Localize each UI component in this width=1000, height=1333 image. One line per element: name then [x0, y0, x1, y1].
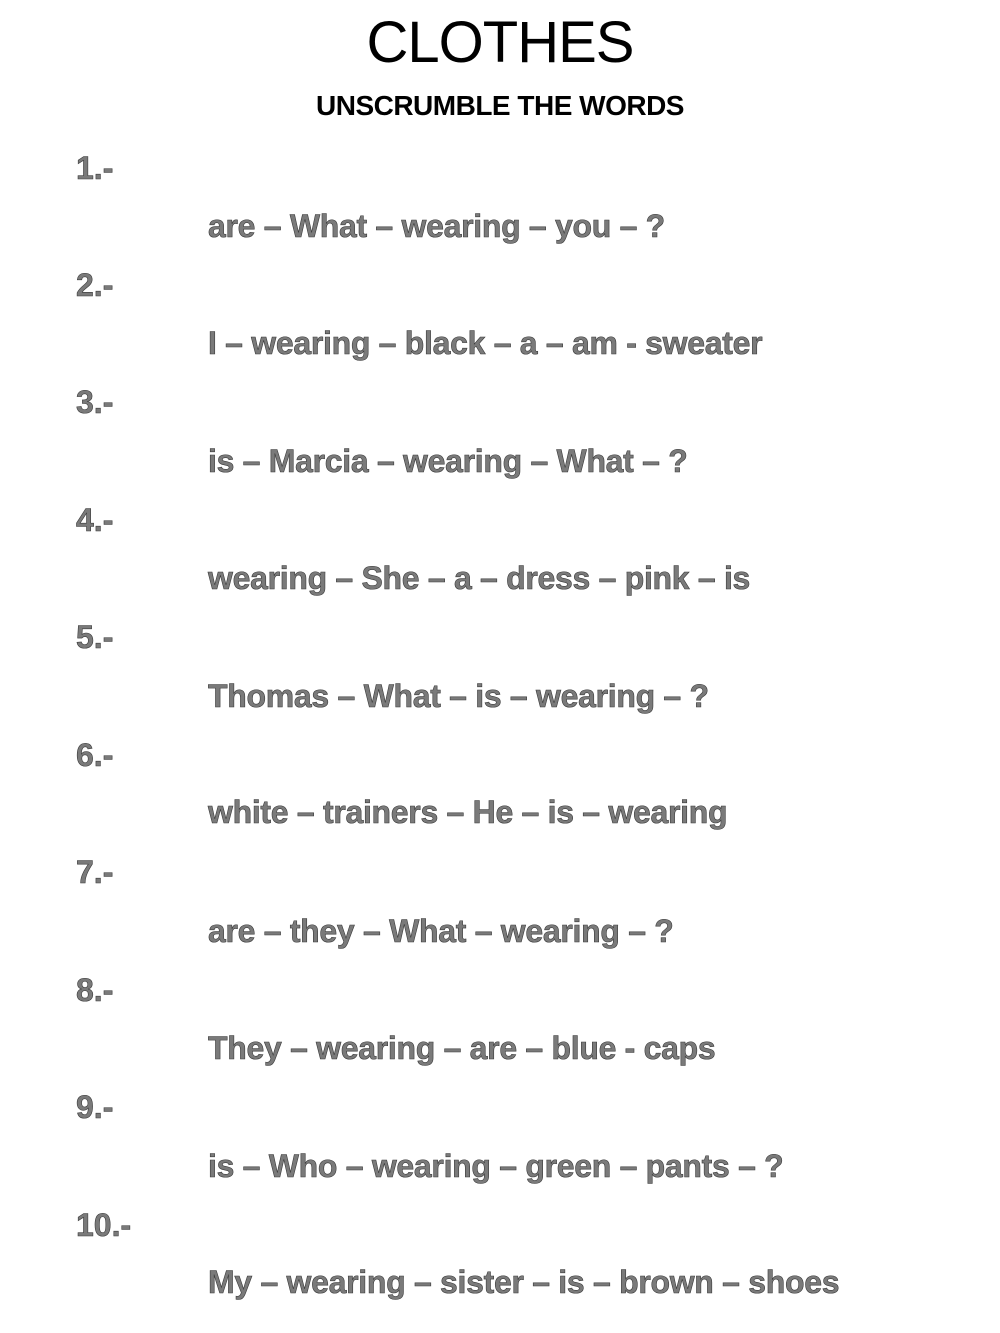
scrambled-sentence-6: white – trainers – He – is – wearing	[208, 794, 728, 830]
worksheet-instructions: UNSCRUMBLE THE WORDS	[316, 90, 684, 121]
item-number-1: 1.-	[76, 150, 114, 186]
item-number-3: 3.-	[76, 384, 114, 420]
scrambled-sentence-10: My – wearing – sister – is – brown – shoes	[208, 1264, 840, 1300]
item-number-7: 7.-	[76, 854, 114, 890]
item-number-8: 8.-	[76, 972, 114, 1008]
item-number-2: 2.-	[76, 267, 114, 303]
scrambled-sentence-7: are – they – What – wearing – ?	[208, 913, 674, 949]
item-number-5: 5.-	[76, 619, 114, 655]
scrambled-sentence-9: is – Who – wearing – green – pants – ?	[208, 1148, 784, 1184]
scrambled-sentence-8: They – wearing – are – blue - caps	[208, 1030, 716, 1066]
scrambled-sentence-4: wearing – She – a – dress – pink – is	[208, 560, 751, 596]
scrambled-sentence-5: Thomas – What – is – wearing – ?	[208, 678, 709, 714]
scrambled-sentence-2: I – wearing – black – a – am - sweater	[208, 325, 763, 361]
item-number-10: 10.-	[76, 1207, 132, 1243]
item-number-6: 6.-	[76, 737, 114, 773]
worksheet-title: CLOTHES	[366, 10, 634, 75]
scrambled-sentence-1: are – What – wearing – you – ?	[208, 208, 665, 244]
scrambled-sentence-3: is – Marcia – wearing – What – ?	[208, 443, 688, 479]
item-number-4: 4.-	[76, 502, 114, 538]
item-number-9: 9.-	[76, 1089, 114, 1125]
